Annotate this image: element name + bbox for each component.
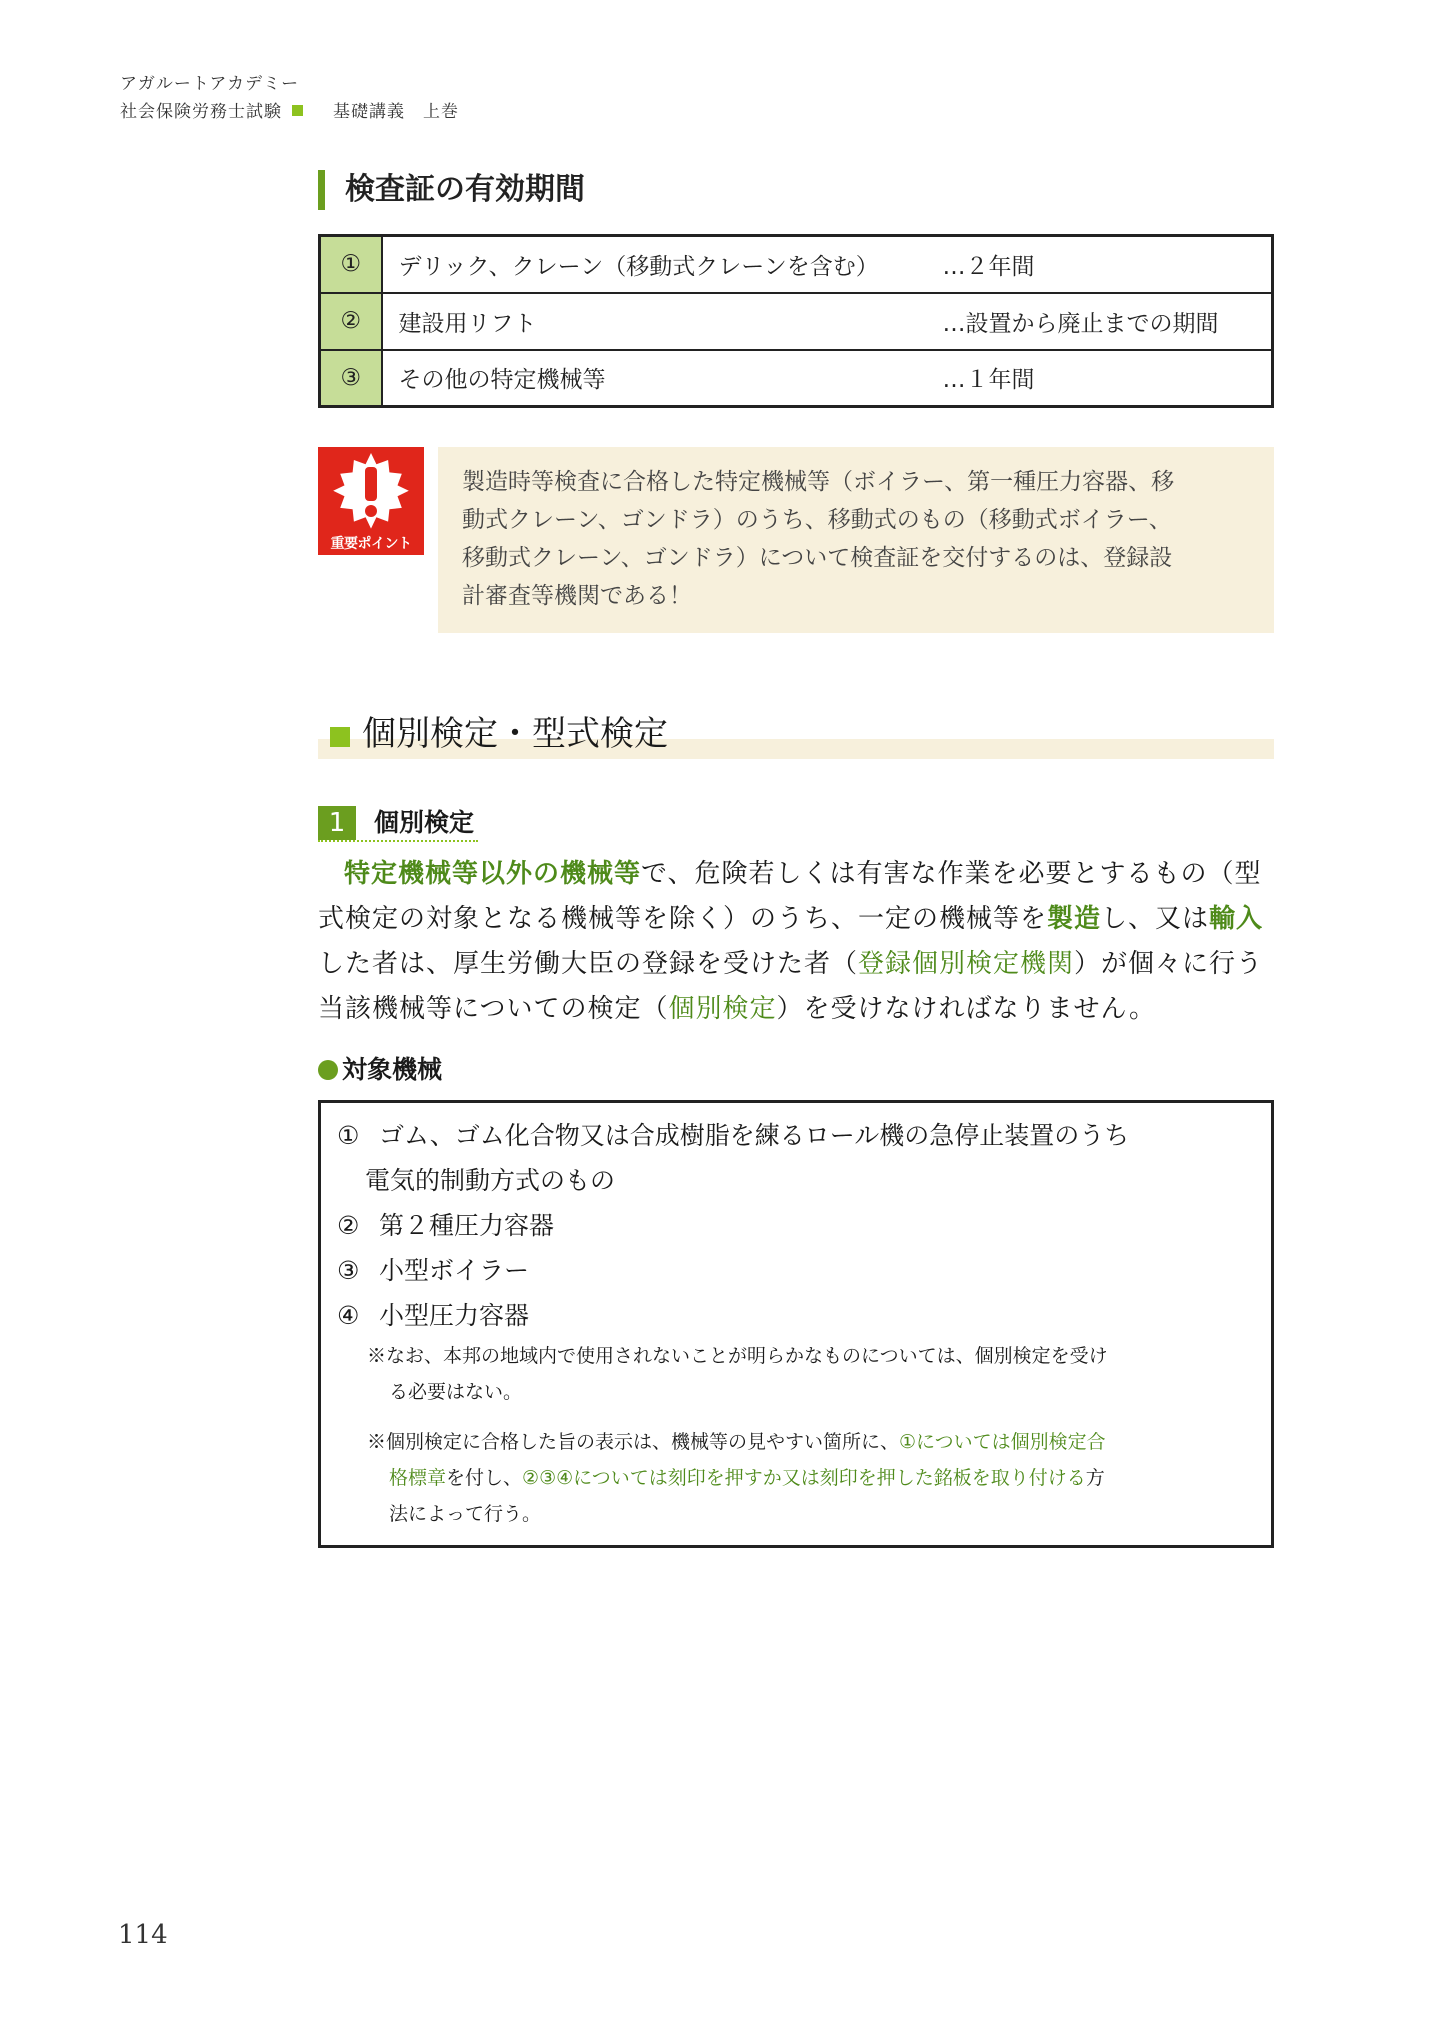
note-line bbox=[337, 1424, 1257, 1460]
section-title-validity: 検査証の有効期間 bbox=[318, 170, 585, 210]
text-run: ）が個々に行う bbox=[1074, 949, 1264, 979]
text-run: で、危険若しくは有害な作業を必要とするもの（型 bbox=[641, 859, 1262, 889]
paragraph-line bbox=[318, 987, 1278, 1032]
point-line: 計審査等機関である！ bbox=[462, 583, 692, 609]
keyword: ①については個別検定合 bbox=[899, 1431, 1106, 1453]
validity-period: …２年間 bbox=[943, 236, 1273, 293]
item-number: ② bbox=[337, 1211, 360, 1240]
list-item-continuation: 電気的制動方式のもの bbox=[365, 1166, 616, 1195]
note-line: る必要はない。 bbox=[389, 1381, 523, 1403]
text-run: ※個別検定に合格した旨の表示は、機械等の見やすい箇所に、 bbox=[367, 1431, 900, 1453]
subsection-number: 1 bbox=[318, 806, 356, 840]
important-point-badge bbox=[318, 447, 424, 555]
text-run: 方 bbox=[1085, 1467, 1105, 1489]
heading-text: 対象機械 bbox=[342, 1055, 443, 1084]
paragraph-line bbox=[318, 897, 1278, 942]
item-text: 小型ボイラー bbox=[379, 1256, 530, 1285]
keyword: 格標章 bbox=[389, 1467, 447, 1489]
table-row bbox=[320, 350, 1273, 407]
text-run: を付し、 bbox=[446, 1467, 523, 1489]
validity-period: …設置から廃止までの期間 bbox=[943, 293, 1273, 350]
machine-name: その他の特定機械等 bbox=[382, 350, 943, 407]
book-title bbox=[120, 98, 459, 126]
validity-period: …１年間 bbox=[943, 350, 1273, 407]
text-run: し、又は bbox=[1101, 904, 1210, 934]
table-row bbox=[320, 236, 1273, 293]
text-run: 当該機械等についての検定（ bbox=[318, 994, 669, 1024]
body-paragraph bbox=[318, 852, 1278, 1032]
list-item bbox=[337, 1203, 1257, 1248]
subsection-heading bbox=[318, 806, 478, 842]
list-item bbox=[337, 1248, 1257, 1293]
point-line: 動式クレーン、ゴンドラ）のうち、移動式のもの（移動式ボイラー、 bbox=[462, 507, 1172, 533]
target-machines-box bbox=[318, 1100, 1274, 1548]
page-number: 114 bbox=[118, 1920, 168, 1950]
item-number: ③ bbox=[337, 1256, 360, 1285]
text-run: した者は、厚生労働大臣の登録を受けた者（ bbox=[318, 949, 859, 979]
keyword: ②③④については刻印を押すか又は刻印を押した銘板を取り付ける bbox=[522, 1467, 1086, 1489]
running-head bbox=[120, 70, 459, 126]
list-item bbox=[337, 1293, 1257, 1338]
publisher-name: アガルートアカデミー bbox=[120, 74, 300, 94]
important-point-box bbox=[438, 447, 1274, 633]
paragraph-line bbox=[318, 942, 1278, 987]
spacer bbox=[337, 1410, 1257, 1424]
item-text: 第２種圧力容器 bbox=[379, 1211, 555, 1240]
section-heading-inspection bbox=[318, 710, 1274, 758]
subsection-title: 個別検定 bbox=[374, 808, 475, 837]
item-number: ① bbox=[337, 1121, 360, 1150]
row-number: ② bbox=[320, 293, 382, 350]
keyword: 輸入 bbox=[1209, 904, 1264, 934]
table-row bbox=[320, 293, 1273, 350]
item-text: 小型圧力容器 bbox=[379, 1301, 530, 1330]
list-item bbox=[337, 1113, 1257, 1158]
square-bullet-icon bbox=[330, 727, 350, 747]
note-line: ※なお、本邦の地域内で使用されないことが明らかなものについては、個別検定を受け bbox=[367, 1345, 1108, 1367]
keyword: 登録個別検定機関 bbox=[858, 949, 1075, 979]
row-number: ① bbox=[320, 236, 382, 293]
keyword: 個別検定 bbox=[668, 994, 777, 1024]
keyword: 特定機械等以外の機械等 bbox=[344, 859, 642, 889]
keyword: 製造 bbox=[1047, 904, 1102, 934]
point-line: 移動式クレーン、ゴンドラ）について検査証を交付するのは、登録設 bbox=[462, 545, 1173, 571]
series-name: 社会保険労務士試験 bbox=[120, 102, 282, 122]
paragraph-line bbox=[318, 852, 1278, 897]
note-line bbox=[337, 1460, 1257, 1496]
badge-label: 重要ポイント bbox=[330, 536, 412, 552]
exclamation-burst-icon bbox=[318, 447, 424, 537]
note-line: 法によって行う。 bbox=[389, 1503, 542, 1525]
volume-name: 基礎講義 上巻 bbox=[333, 102, 459, 122]
text-run: ）を受けなければなりません。 bbox=[776, 994, 1157, 1024]
point-line: 製造時等検査に合格した特定機械等（ボイラー、第一種圧力容器、移 bbox=[462, 469, 1175, 495]
row-number: ③ bbox=[320, 350, 382, 407]
text-run: 式検定の対象となる機械等を除く）のうち、一定の機械等を bbox=[318, 904, 1048, 934]
section-heading-text: 個別検定・型式検定 bbox=[362, 714, 668, 754]
item-text: ゴム、ゴム化合物又は合成樹脂を練るロール機の急停止装置のうち bbox=[379, 1121, 1130, 1150]
validity-table bbox=[318, 234, 1274, 408]
circle-bullet-icon bbox=[318, 1060, 338, 1080]
square-bullet-icon bbox=[292, 105, 303, 116]
machine-name: 建設用リフト bbox=[382, 293, 943, 350]
machine-name: デリック、クレーン（移動式クレーンを含む） bbox=[382, 236, 943, 293]
item-number: ④ bbox=[337, 1301, 360, 1330]
target-machines-heading bbox=[318, 1052, 442, 1088]
